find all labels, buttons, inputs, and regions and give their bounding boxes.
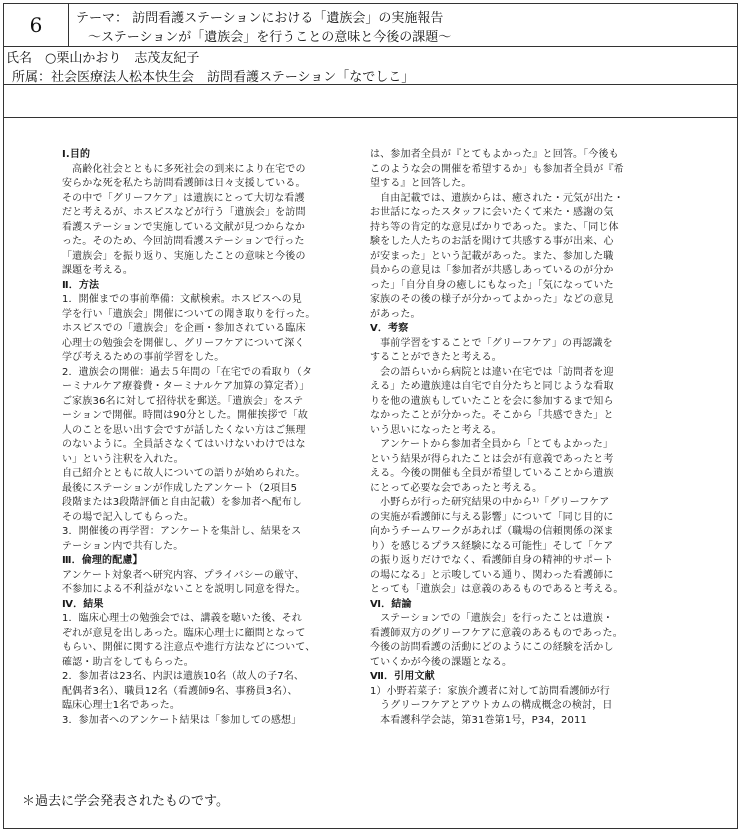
paragraph: 事前学習をすることで「グリーフケア」の再認識を することができたと考える。 会の語らいから病院とは違い在宅では「訪問者を迎 える」ため遺族達は自宅で自分たちと同じような看取 りを他の遺族もしていたことを会に参加するまで知ら なかったことが分かった。そこから「共感できた」と いう思いになったと考える。 アンケートから参加者全員から「とてもよかった」 という結果が得られたことは会が有意義であったと考 える。今後の開催も全員が希望していることから遺族 にとって必要な会であったと考える。 小野らが行った研究結果の中から¹⁾「グリーフケア の実施が看護師に与える影響」について「同じ目的に 向かうチームワークがあれば（職場の信頼関係の深ま り）を感じるプラス経験になる可能性」そして「ケア の振り返りだけでなく、看護師自身の精神的サポート の場になる」と示唆している通り、関わった看護師に とっても「遺族会」は意義のあるものであると考える。 (370, 337, 624, 595)
section-heading: Ⅶ．引用文献 (370, 671, 435, 682)
abstract-right-column (370, 148, 650, 728)
paragraph: 高齢化社会とともに多死社会の到来により在宅での 安らかな死を私たち訪問看護師は日々支援している。 その中で「グリーフケア」は遺族にとって大切な看護 だと考えるが、ホスピスなどが行う「遺族会」を訪問 看護ステーションで実施している文献が見つからなか った。そのため、今回訪問看護ステーションで行った 「遺族会」を振り返り、実施したことの意味と今後の 課題を考える。 (62, 163, 306, 276)
section-heading: Ⅴ．考察 (370, 323, 409, 334)
paragraph: 1．臨床心理士の勉強会では、講義を聴いた後、それ ぞれが意見を出しあった。臨床心理士に顧問となって もらい、開催に関する注意点や進行方法などについて、 確認・助言をしてもらった。 2．参加者は23名、内訳は遺族10名（故人の子7名、 配偶者3名）、職員12名（看護師9名、事務員3名）、 臨床心理士1名であった。 3．参加者へのアンケート結果は「参加しての感想」 (62, 613, 316, 726)
section-heading: Ⅲ．倫理的配慮】 (62, 555, 143, 566)
section-heading: Ⅱ．方法 (62, 279, 100, 291)
document-frame (3, 3, 738, 829)
abstract-left-column (62, 148, 342, 728)
section-heading: Ⅵ．結論 (370, 598, 412, 610)
paragraph: は、参加者全員が『とてもよかった』と回答。「今後も このような会の開催を希望するか」も参加者全員が『希 望する』と回答した。 自由記載では、遺族からは、癒された・元気が出た・ お世話になったスタッフに会いたくて来た・感謝の気 持ち等の肯定的な意見ばかりであった。また、「同じ体 験をした人たちのお話を聞けて共感する事が出来、心 が安まった」という記載があった。また、参加した職 員からの意見は「参加者が共感しあっているのが分か った」「自分自身の癒しにもなった」「気になっていた 家族のその後の様子が分かってよかった」などの意見 があった。 (370, 149, 624, 320)
section-heading: Ⅰ.目的 (62, 149, 91, 160)
theme-title: テーマ： 訪問看護ステーションにおける「遺族会」の実施報告 (76, 11, 444, 26)
footnote: ＊過去に学会発表されたものです。 (22, 794, 229, 809)
paragraph: ステーションでの「遺族会」を行ったことは遺族・ 看護師双方のグリーフケアに意義のあるものであった。 今後の訪問看護の活動にどのようにこの経験を活かし ていくかが今後の課題となる。 (370, 613, 623, 668)
affiliation: 所属：社会医療法人松本快生会 訪問看護ステーション「なでしこ」 (4, 64, 737, 85)
paragraph: 1）小野若菜子：家族介護者に対して訪問看護師が行 うグリーフケアとアウトカムの構成概念の検討，日 本看護科学会誌，第31巻第1号，P34，2011 (370, 685, 613, 726)
paragraph: アンケート対象者へ研究内容、プライバシーの厳守、 不参加による不利益がないことを説明し同意を得た。 (62, 569, 306, 595)
authors: 氏名 ○栗山かおり 志茂友紀子 (6, 51, 200, 66)
section-heading: Ⅳ．結果 (62, 598, 104, 610)
header (4, 4, 737, 47)
paragraph: 1．開催までの事前準備：文献検索。ホスピスへの見 学を行い「遺族会」開催についての聞き取りを行った。 ホスピスでの「遺族会」を企画・参加されている臨床 心理士の勉強会を開催し、グリーフケアについて深く 学び考えるための事前学習をした。 2．遺族会の開催：過去５年間の「在宅での看取り（タ ーミナルケア療養費・ターミナルケア加算の算定者）」 ご家族36名に対して招待状を郵送。「遺族会」をステ ーションで開催。時間は90分とした。開催挨拶で「故 人のことを思い出す会ですが話したくない方はご無理 のないように。全員話さなくてはいけないわけではな い」という注釈を入れた。 自己紹介とともに故人についての語りが始められた。 最後にステーションが作成したアンケート（2項目5 段階または3段階評価と自由記載）を参加者へ配布し その場で記入してもらった。 3．開催後の再学習：アンケートを集計し、結果をス テーション内で共有した。 (62, 294, 316, 552)
section-number: 6 (4, 4, 69, 46)
abstract-body (4, 117, 737, 808)
theme-subtitle: ～ステーションが「遺族会」を行うことの意味と今後の課題～ (88, 30, 452, 45)
